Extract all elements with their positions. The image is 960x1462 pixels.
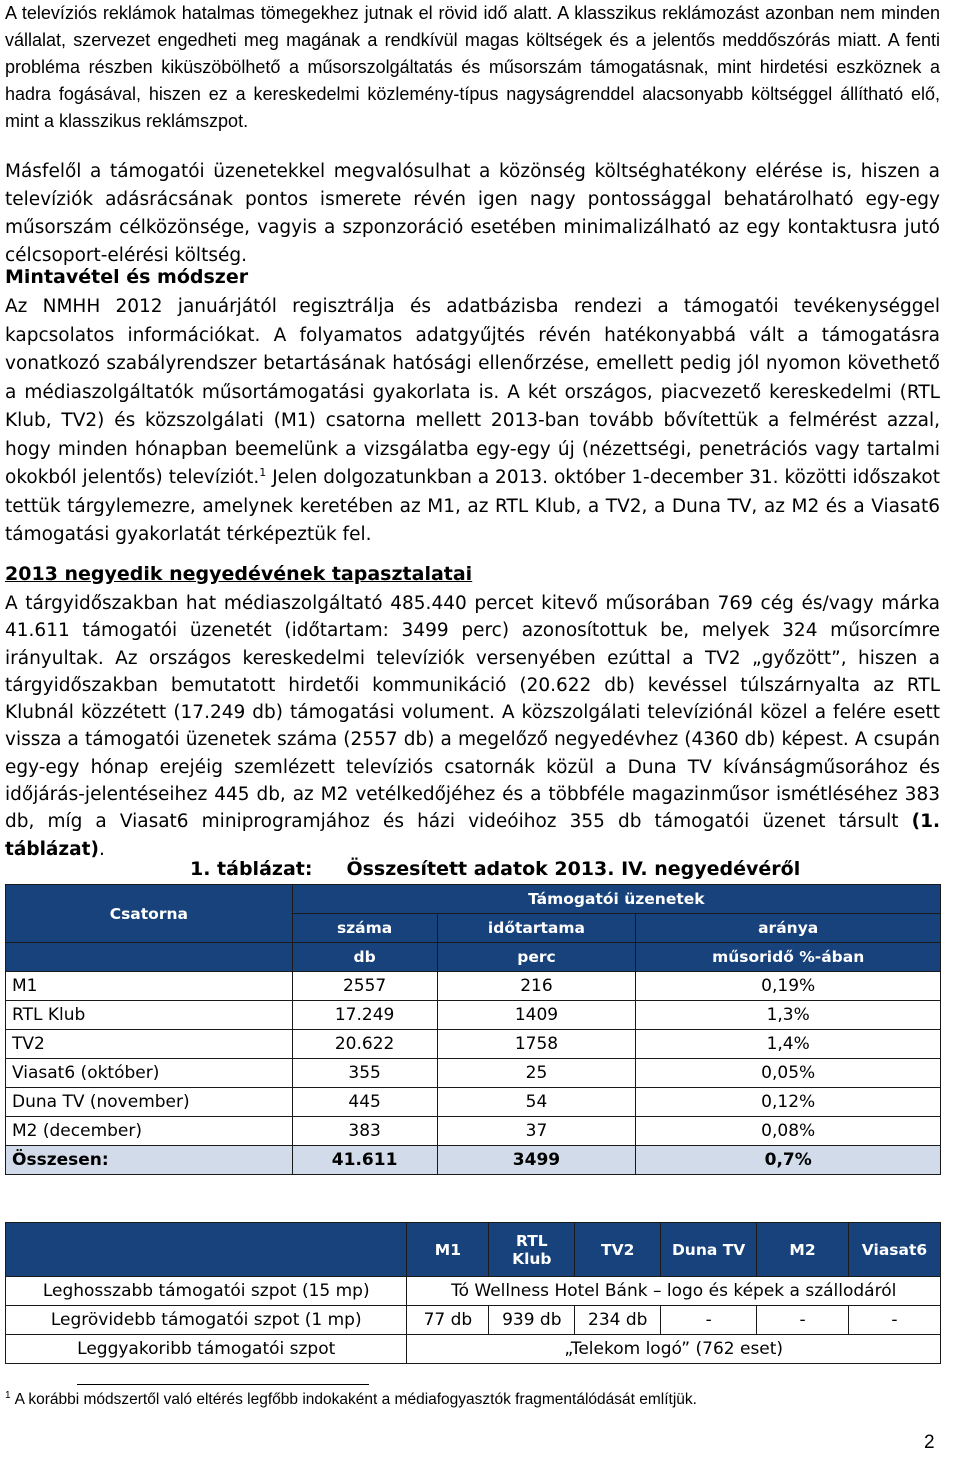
table-row bbox=[6, 1030, 941, 1059]
shortest-m1: 77 db bbox=[407, 1306, 489, 1335]
shortest-rtl: 939 db bbox=[489, 1306, 575, 1335]
shortest-duna: - bbox=[661, 1306, 757, 1335]
row-share: 0,08% bbox=[636, 1117, 941, 1146]
row-share: 0,12% bbox=[636, 1088, 941, 1117]
q4-text: A tárgyidőszakban hat médiaszolgáltató 485.440 percet kitevő műsorában 769 cég és/vagy márka 41.611 támogatói üzenetét (időtartam: 3499 perc) azonosítottuk be, melyek 324 műsorcímre irányultak. Az országos kereskedelmi televíziók versenyében ezúttal a TV2 „győzött”, hiszen a tárgyidőszakban bemutatott hirdetői kommunikáció (20.622 db) kevéssel túlszárnyalta az RTL Klubnál közzétett (17.249 db) támogatási volument. A közszolgálati televíziónál közel a felére esett vissza a támogatói üzenetek száma (2557 db) a megelőző negyedévhez (4360 db) képest. A csupán egy-egy hónap erejéig szemlézett televíziós csatornák közül a Duna TV kívánságműsorához és időjárás-jelentéseihez 445 db, az M2 vetélkedőjéhez és a többféle magazinműsor ismétléséhez 383 db, míg a Viasat6 miniprogramjához és házi videóihoz 355 db támogatói üzenet társult bbox=[5, 593, 940, 833]
row-channel: Duna TV (november) bbox=[6, 1088, 293, 1117]
table1-caption-label: 1. táblázat: bbox=[190, 858, 313, 880]
table2-corner bbox=[6, 1223, 407, 1277]
row-value-longest: Tó Wellness Hotel Bánk – logo és képek a szállodáról bbox=[407, 1277, 941, 1306]
method-text-b: Jelen dolgozatunkban a 2013. október 1-december 31. közötti időszakot tettük tárgylemezre, amelynek keretében az M1, az RTL Klub, a TV2, a Duna TV, az M2 és a Viasat6 támogatási gyakorlatát térképeztük fel. bbox=[5, 467, 940, 545]
table1-unit-count: db bbox=[292, 943, 437, 972]
row-share: 0,05% bbox=[636, 1059, 941, 1088]
table-row bbox=[6, 972, 941, 1001]
paragraph-sponsorship: Másfelől a támogatói üzenetekkel megvalósulhat a közönség költséghatékony elérése is, hiszen a televíziók adásrácsának pontos ismerete révén igen nagy pontossággal behatárolható egy-egy műsorszám célközönsége, vagyis a szponzoráció esetében minimalizálható az egy kontaktusra jutó célcsoport-elérési költség. bbox=[5, 161, 940, 266]
heading-method: Mintavétel és módszer bbox=[5, 266, 249, 288]
footnote-divider bbox=[77, 1384, 369, 1385]
table1-channel-header: Csatorna bbox=[6, 885, 293, 943]
footnote-text: A korábbi módszertől való eltérés legfőbb indokaként a médiafogyasztók fragmentálódását említjük. bbox=[14, 1391, 697, 1409]
shortest-viasat6: - bbox=[848, 1306, 940, 1335]
table2-col-tv2: TV2 bbox=[575, 1223, 661, 1277]
table-row bbox=[6, 1088, 941, 1117]
shortest-m2: - bbox=[757, 1306, 849, 1335]
page-number: 2 bbox=[924, 1432, 935, 1453]
paragraph-q4 bbox=[5, 590, 940, 863]
method-text-a: Az NMHH 2012 januárjától regisztrálja és adatbázisba rendezi a támogatói tevékenységgel kapcsolatos információkat. A folyamatos adatgyűjtés révén hatékonyabbá vált a támogatásra vonatkozó szabályrendszer betartásának hatósági ellenőrzése, emellett pedig jól nyomon követhető a médiaszolgáltatók műsortámogatási gyakorlata is. A két országos, piacvezető kereskedelmi (RTL Klub, TV2) és közszolgálati (M1) csatorna mellett 2013-ban tovább bővítettük a felmérést azzal, hogy minden hónapban beemelünk a vizsgálatba egy-egy új (nézettségi, penetrációs vagy tartalmi okokból jelentős) televíziót. bbox=[5, 296, 940, 488]
q4-text-end: . bbox=[98, 838, 105, 860]
table1-unit-duration: perc bbox=[437, 943, 636, 972]
row-channel: M1 bbox=[6, 972, 293, 1001]
row-duration: 25 bbox=[437, 1059, 636, 1088]
row-count: 17.249 bbox=[292, 1001, 437, 1030]
table-row bbox=[6, 1306, 941, 1335]
table2-col-rtl: RTL Klub bbox=[489, 1223, 575, 1277]
total-count: 41.611 bbox=[292, 1146, 437, 1175]
footnote bbox=[5, 1390, 697, 1409]
table2-col-duna: Duna TV bbox=[661, 1223, 757, 1277]
row-value-frequent: „Telekom logó” (762 eset) bbox=[407, 1335, 941, 1364]
table1-col-count: száma bbox=[292, 914, 437, 943]
table1-unit-spacer bbox=[6, 943, 293, 972]
row-channel: RTL Klub bbox=[6, 1001, 293, 1030]
row-count: 383 bbox=[292, 1117, 437, 1146]
spot-table bbox=[5, 1222, 941, 1364]
row-label-longest: Leghosszabb támogatói szpot (15 mp) bbox=[6, 1277, 407, 1306]
total-duration: 3499 bbox=[437, 1146, 636, 1175]
row-count: 445 bbox=[292, 1088, 437, 1117]
heading-q4: 2013 negyedik negyedévének tapasztalatai bbox=[5, 563, 473, 585]
row-count: 355 bbox=[292, 1059, 437, 1088]
paragraph-intro: A televíziós reklámok hatalmas tömegekhez jutnak el rövid idő alatt. A klasszikus reklámozást azonban nem minden vállalat, szervezet engedheti meg magának a rendkívül magas költségek és a jelentős meddőszórás miatt. A fenti probléma részben kiküszöbölhető a műsorszolgáltatás és műsorszám támogatásnak, mint hirdetési eszköznek a hadra fogásával, hiszen ez a kereskedelmi közlemény-típus nagyságrenddel alacsonyabb költséggel állítható elő, mint a klasszikus reklámszpot. bbox=[5, 3, 940, 131]
row-duration: 54 bbox=[437, 1088, 636, 1117]
table2-col-m1: M1 bbox=[407, 1223, 489, 1277]
row-count: 20.622 bbox=[292, 1030, 437, 1059]
row-channel: Viasat6 (október) bbox=[6, 1059, 293, 1088]
row-share: 0,19% bbox=[636, 972, 941, 1001]
table1-caption-title: Összesített adatok 2013. IV. negyedévéről bbox=[346, 858, 801, 880]
table1-col-share: aránya bbox=[636, 914, 941, 943]
row-channel: M2 (december) bbox=[6, 1117, 293, 1146]
row-count: 2557 bbox=[292, 972, 437, 1001]
table-row bbox=[6, 1059, 941, 1088]
row-share: 1,4% bbox=[636, 1030, 941, 1059]
row-label-shortest: Legrövidebb támogatói szpot (1 mp) bbox=[6, 1306, 407, 1335]
table-row bbox=[6, 1277, 941, 1306]
table2-col-m2: M2 bbox=[757, 1223, 849, 1277]
table1-col-duration: időtartama bbox=[437, 914, 636, 943]
row-share: 1,3% bbox=[636, 1001, 941, 1030]
total-share: 0,7% bbox=[636, 1146, 941, 1175]
row-duration: 1758 bbox=[437, 1030, 636, 1059]
summary-table bbox=[5, 884, 941, 1175]
paragraph-method bbox=[5, 293, 940, 550]
row-duration: 1409 bbox=[437, 1001, 636, 1030]
table2-col-viasat6: Viasat6 bbox=[848, 1223, 940, 1277]
row-duration: 216 bbox=[437, 972, 636, 1001]
table1-group-header: Támogatói üzenetek bbox=[292, 885, 940, 914]
table-reference: (1. táblázat) bbox=[5, 811, 940, 860]
total-label: Összesen: bbox=[6, 1146, 293, 1175]
table1-caption bbox=[190, 858, 800, 880]
shortest-tv2: 234 db bbox=[575, 1306, 661, 1335]
footnote-reference[interactable]: 1 bbox=[259, 465, 267, 479]
table-total-row bbox=[6, 1146, 941, 1175]
table1-unit-share: műsoridő %-ában bbox=[636, 943, 941, 972]
row-duration: 37 bbox=[437, 1117, 636, 1146]
footnote-mark: 1 bbox=[5, 1390, 11, 1401]
row-label-frequent: Leggyakoribb támogatói szpot bbox=[6, 1335, 407, 1364]
table-row bbox=[6, 1117, 941, 1146]
table-row bbox=[6, 1001, 941, 1030]
row-channel: TV2 bbox=[6, 1030, 293, 1059]
table-row bbox=[6, 1335, 941, 1364]
